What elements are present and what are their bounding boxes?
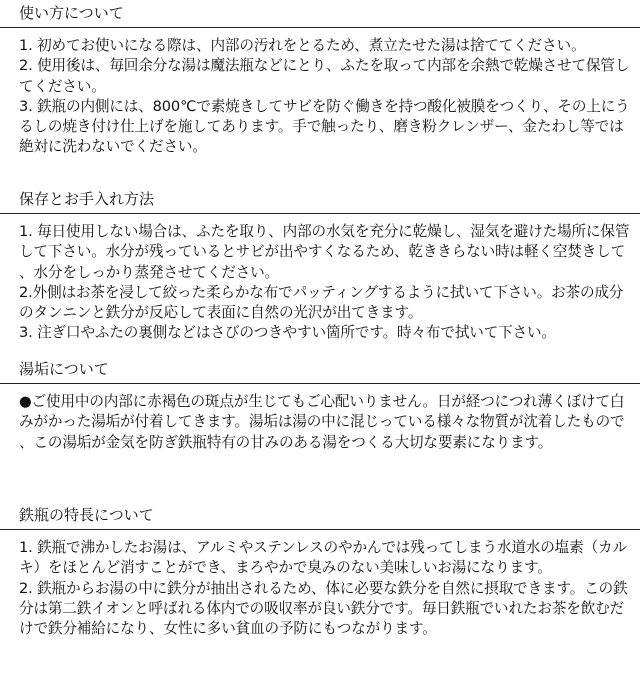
section-storage-care <box>0 186 640 356</box>
section-scale <box>0 356 640 502</box>
paragraph: 3. 鉄瓶の内側には、800℃で素焼きしてサビを防ぐ働きを持つ酸化被膜をつくり、その上にうるしの焼き付け仕上げを施してあります。手で触ったり、磨き粉クレンザー、金たわし等では絶対に洗わないでください。 <box>19 97 630 156</box>
section-body <box>0 384 640 502</box>
section-title: 湯垢について <box>0 356 640 384</box>
paragraph: 2. 使用後は、毎回余分な湯は魔法瓶などにとり、ふたを取って内部を余熱で乾燥させて保管してください。 <box>19 57 630 95</box>
section-title: 鉄瓶の特長について <box>0 502 640 530</box>
paragraph: 3. 注ぎ口やふたの裏側などはさびのつきやすい箇所です。時々布で拭いて下さい。 <box>19 324 556 342</box>
section-title: 保存とお手入れ方法 <box>0 186 640 214</box>
paragraph: 1. 初めてお使いになる際は、内部の汚れをとるため、煮立たせた湯は捨ててください。 <box>19 37 586 54</box>
section-body <box>0 28 640 186</box>
paragraph: 1. 毎日使用しない場合は、ふたを取り、内部の水気を充分に乾燥し、湿気を避けた場所に保管して下さい。水分が残っているとサビが出やすくなるため、乾ききらない時は軽く空焚きして、水分をしっかり蒸発させてください。 <box>19 223 630 281</box>
section-title: 使い方について <box>0 0 640 28</box>
paragraph: 2.外側はお茶を浸して絞った柔らかな布でパッティングするように拭いて下さい。お茶の成分のタンニンと鉄分が反応して表面に自然の光沢が出てきます。 <box>19 283 624 322</box>
section-body <box>0 214 640 356</box>
section-features <box>0 502 640 690</box>
section-body <box>0 530 640 690</box>
paragraph: ●ご使用中の内部に赤褐色の斑点が生じてもご心配いりません。日が経つにつれ薄くぼけて白みがかった湯垢が付着してきます。湯垢は湯の中に混じっている様々な物質が沈着したもので、この湯垢が金気を防ぎ鉄瓶特有の甘みのある湯をつくる大切な要素になります。 <box>19 393 625 451</box>
section-usage <box>0 0 640 186</box>
paragraph: 2. 鉄瓶からお湯の中に鉄分が抽出されるため、体に必要な鉄分を自然に摂取できます。この鉄分は第二鉄イオンと呼ばれる体内での吸収率が良い鉄分です。毎日鉄瓶でいれたお茶を飲むだけで鉄分補給になり、女性に多い貧血の予防にもつながります。 <box>19 579 628 638</box>
paragraph: 1. 鉄瓶で沸かしたお湯は、アルミやステンレスのやかんでは残ってしまう水道水の塩素（カルキ）をほとんど消すことができ、まろやかで臭みのない美味しいお湯になります。 <box>19 539 627 577</box>
